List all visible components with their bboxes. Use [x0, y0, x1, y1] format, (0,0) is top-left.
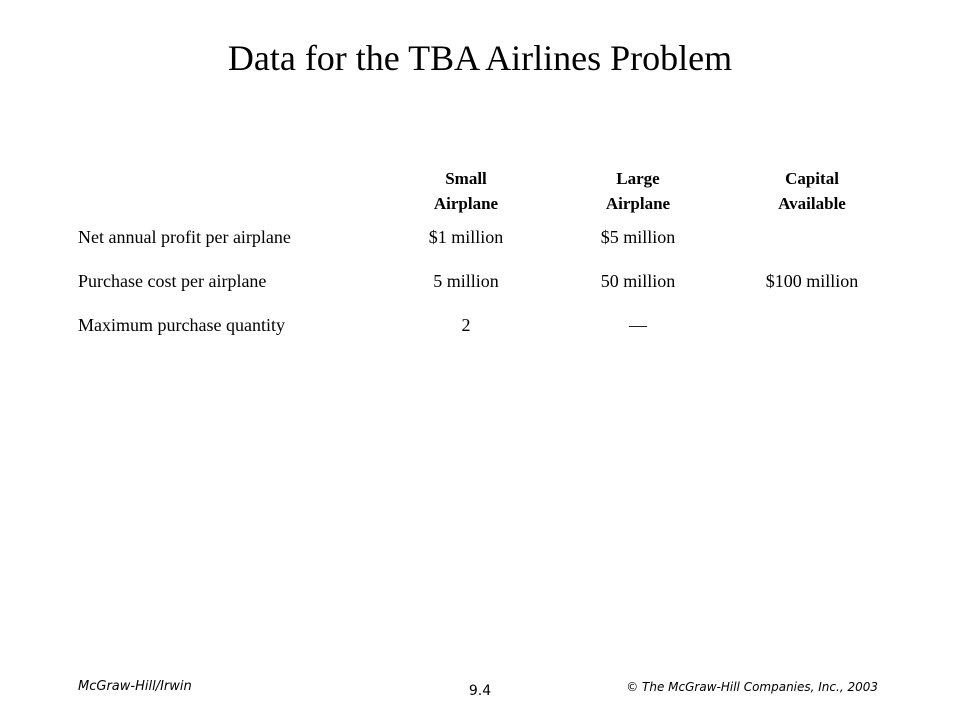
header-line: Small — [445, 169, 487, 188]
table-header-row — [78, 166, 900, 226]
header-small-airplane — [380, 166, 552, 226]
header-line: Large — [616, 169, 660, 188]
footer-publisher: McGraw-Hill/Irwin — [78, 679, 192, 694]
row-label: Net annual profit per airplane — [78, 227, 291, 247]
footer-copyright: © The McGraw-Hill Companies, Inc., 2003 — [626, 680, 878, 694]
cell-capital-available: $100 million — [765, 271, 859, 291]
table-row — [78, 226, 900, 270]
cell-small-airplane: 2 — [461, 315, 471, 335]
row-label: Maximum purchase quantity — [78, 315, 285, 335]
table-row — [78, 314, 900, 358]
cell-small-airplane: 5 million — [433, 271, 499, 291]
cell-capital-available — [724, 314, 900, 358]
header-label-column — [78, 166, 380, 226]
slide-title: Data for the TBA Airlines Problem — [227, 38, 733, 78]
cell-large-airplane: 50 million — [600, 271, 676, 291]
row-label: Purchase cost per airplane — [78, 271, 267, 291]
header-line: Airplane — [605, 194, 671, 213]
cell-capital-available — [724, 226, 900, 270]
cell-large-airplane: $5 million — [600, 227, 676, 247]
header-line: Available — [778, 194, 846, 213]
data-table — [78, 166, 900, 358]
header-capital-available — [724, 166, 900, 226]
table-row — [78, 270, 900, 314]
cell-large-airplane: — — [629, 315, 647, 335]
header-large-airplane — [552, 166, 724, 226]
header-line: Capital — [785, 169, 839, 188]
slide-number: 9.4 — [468, 683, 492, 699]
cell-small-airplane: $1 million — [428, 227, 504, 247]
header-line: Airplane — [433, 194, 499, 213]
